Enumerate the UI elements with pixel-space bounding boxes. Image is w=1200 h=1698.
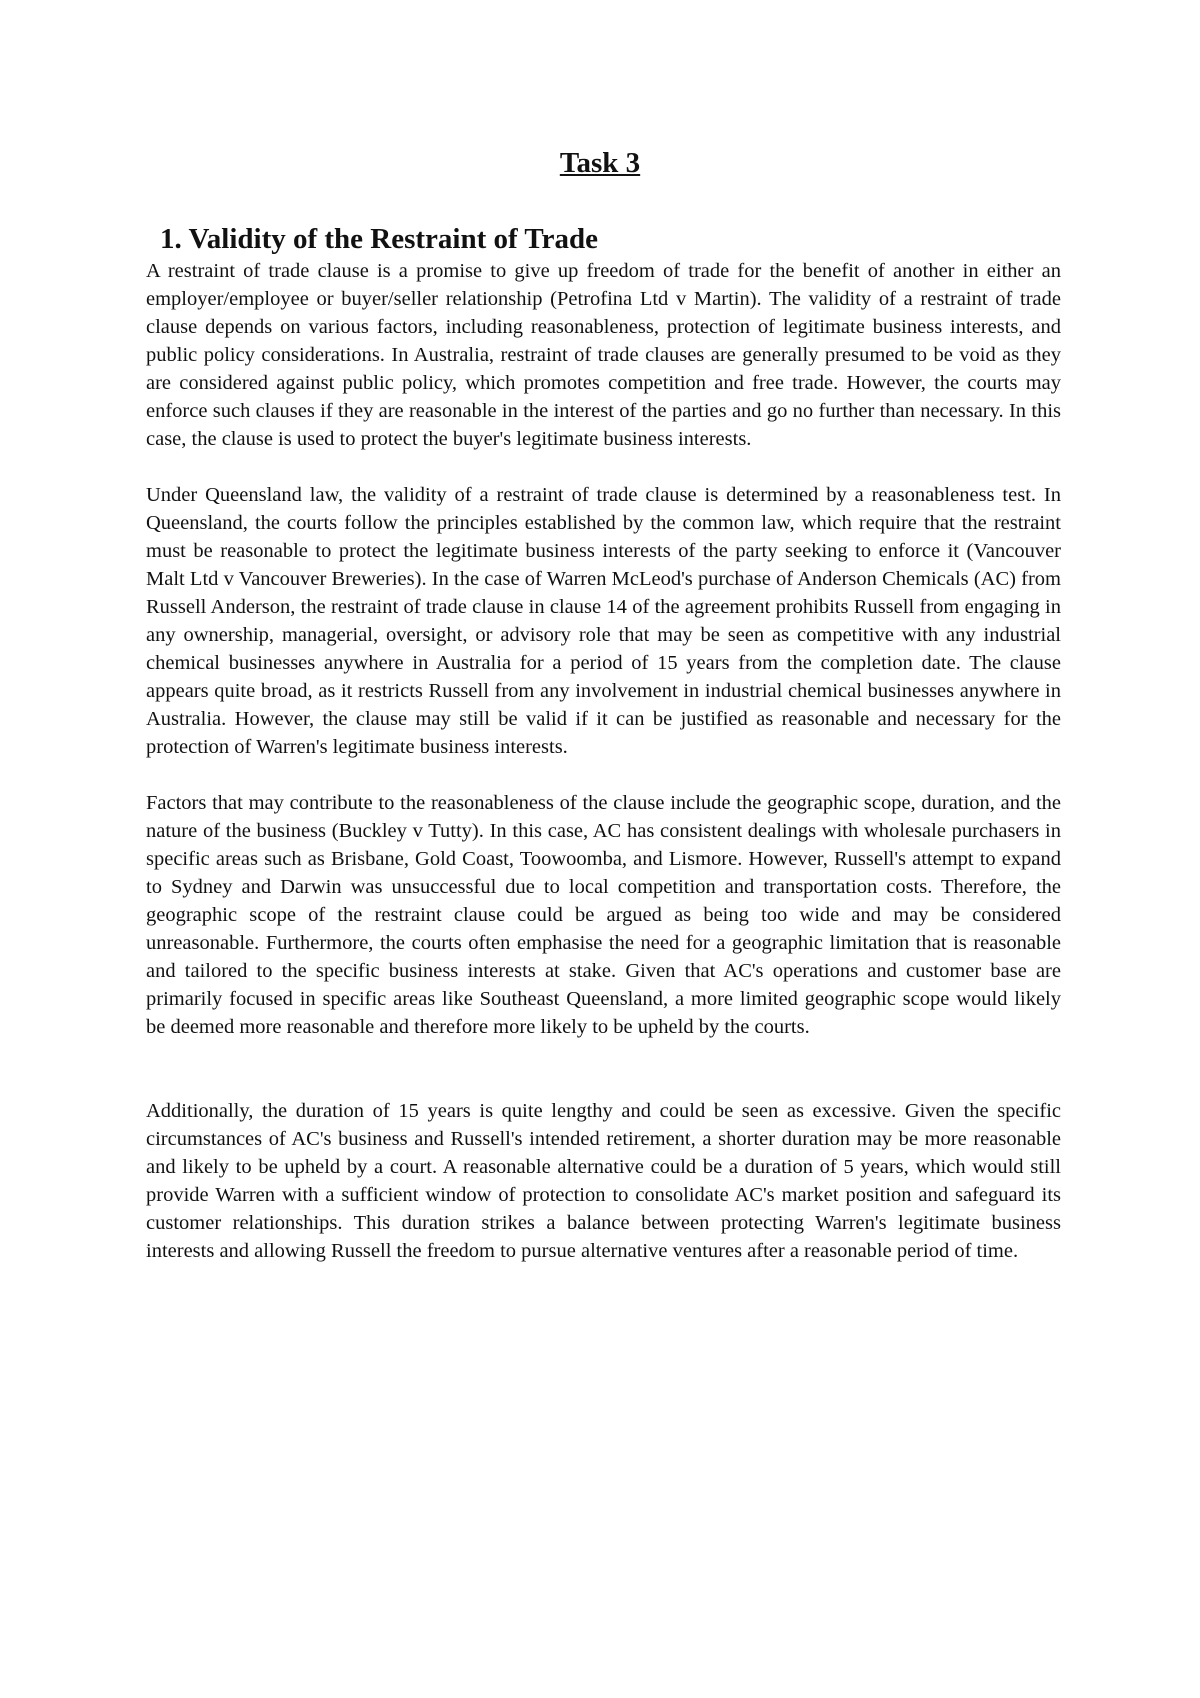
section-number: 1. xyxy=(160,223,182,255)
section-heading xyxy=(160,222,598,257)
paragraph-duration: Additionally, the duration of 15 years is quite lengthy and could be seen as excessive. Given the specific circumstances of AC's business and Russell's intended retirement, a shorter duration may be more reasonable and likely to be upheld by a court. A reasonable alternative could be a duration of 5 years, which would still provide Warren with a sufficient window of protection to consolidate AC's market position and safeguard its customer relationships. This duration strikes a balance between protecting Warren's legitimate business interests and allowing Russell the freedom to pursue alternative ventures after a reasonable period of time. xyxy=(146,1100,1061,1262)
section-heading-text: Validity of the Restraint of Trade xyxy=(188,223,598,255)
body-text xyxy=(146,257,1061,1265)
paragraph-reasonableness-factors: Factors that may contribute to the reasonableness of the clause include the geographic scope, duration, and the nature of the business (Buckley v Tutty). In this case, AC has consistent dealings with wholesale purchasers in specific areas such as Brisbane, Gold Coast, Toowoomba, and Lismore. However, Russell's attempt to expand to Sydney and Darwin was unsuccessful due to local competition and transportation costs. Therefore, the geographic scope of the restraint clause could be argued as being too wide and may be considered unreasonable. Furthermore, the courts often emphasise the need for a geographic limitation that is reasonable and tailored to the specific business interests at stake. Given that AC's operations and customer base are primarily focused in specific areas like Southeast Queensland, a more limited geographic scope would likely be deemed more reasonable and therefore more likely to be upheld by the courts. xyxy=(146,792,1061,1038)
paragraph-restraint-definition: A restraint of trade clause is a promise to give up freedom of trade for the benefit of another in either an employer/employee or buyer/seller relationship (Petrofina Ltd v Martin). The validity of a restraint of trade clause depends on various factors, including reasonableness, protection of legitimate business interests, and public policy considerations. In Australia, restraint of trade clauses are generally presumed to be void as they are considered against public policy, which promotes competition and free trade. However, the courts may enforce such clauses if they are reasonable in the interest of the parties and go no further than necessary. In this case, the clause is used to protect the buyer's legitimate business interests. xyxy=(146,260,1061,450)
task-title: Task 3 xyxy=(559,147,641,179)
paragraph-queensland-law: Under Queensland law, the validity of a restraint of trade clause is determined by a reasonableness test. In Queensland, the courts follow the principles established by the common law, which require that the restraint must be reasonable to protect the legitimate business interests of the party seeking to enforce it (Vancouver Malt Ltd v Vancouver Breweries). In the case of Warren McLeod's purchase of Anderson Chemicals (AC) from Russell Anderson, the restraint of trade clause in clause 14 of the agreement prohibits Russell from engaging in any ownership, managerial, oversight, or advisory role that may be seen as competitive with any industrial chemical businesses anywhere in Australia for a period of 15 years from the completion date. The clause appears quite broad, as it restricts Russell from any involvement in industrial chemical businesses anywhere in Australia. However, the clause may still be valid if it can be justified as reasonable and necessary for the protection of Warren's legitimate business interests. xyxy=(146,484,1061,758)
